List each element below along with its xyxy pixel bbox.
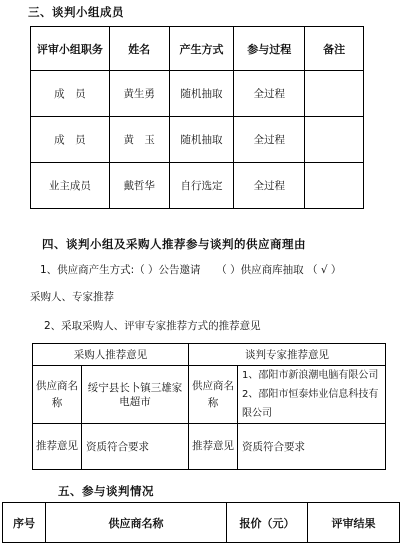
header-supplier: 供应商名称 [46,503,227,543]
purchaser-opinion-header: 采购人推荐意见 [33,344,189,366]
supplier-label-a: 供应商名称 [33,366,82,424]
supplier-method-line-cont: 采购人、专家推荐 [30,291,114,303]
supplier-a: 绥宁县长卜镇三雄家电超市 [82,366,189,424]
cell-method: 随机抽取 [169,117,234,163]
section5-heading: 五、参与谈判情况 [58,484,154,498]
supplier-label-b: 供应商名称 [189,366,238,424]
header-name: 姓名 [109,27,169,71]
section3-heading: 三、谈判小组成员 [28,5,124,19]
cell-role: 成 员 [31,117,110,163]
cell-notes [305,163,364,209]
header-role: 评审小组职务 [31,27,110,71]
recommendation-header-row [33,344,386,366]
cell-name: 黄生勇 [109,71,169,117]
supplier-b [238,366,386,424]
supplier-method-line: 1、供应商产生方式:（ ）公告邀请 （ ）供应商库抽取 （ √ ） [40,264,342,276]
table-row [31,71,364,117]
supplier-b-item: 1、邵阳市新浪潮电脑有限公司 [242,370,379,381]
section4-heading: 四、谈判小组及采购人推荐参与谈判的供应商理由 [42,237,306,251]
table-row [33,366,386,424]
cell-notes [305,117,364,163]
cell-process: 全过程 [234,117,305,163]
table-row [33,424,386,470]
cell-method: 随机抽取 [169,71,234,117]
opinion-label-b: 推荐意见 [189,424,238,470]
recommendation-table [32,343,386,470]
opinion-b: 资质符合要求 [238,424,386,470]
opinion-a: 资质符合要求 [82,424,189,470]
supplier-b-item: 2、邵阳市恒泰炜业信息科技有限公司 [242,389,379,419]
cell-role: 业主成员 [31,163,110,209]
header-price: 报价（元） [227,503,308,543]
cell-method: 自行选定 [169,163,234,209]
recommendation-line: 2、采取采购人、评审专家推荐方式的推荐意见 [44,320,261,332]
expert-opinion-header: 谈判专家推荐意见 [189,344,386,366]
members-header-row [31,27,364,71]
table-row [31,117,364,163]
table-row [31,163,364,209]
header-seq: 序号 [3,503,46,543]
cell-role: 成 员 [31,71,110,117]
cell-process: 全过程 [234,71,305,117]
negotiation-header-row [3,503,400,543]
header-process: 参与过程 [234,27,305,71]
cell-name: 戴哲华 [109,163,169,209]
cell-process: 全过程 [234,163,305,209]
members-table [30,26,364,209]
header-result: 评审结果 [308,503,400,543]
negotiation-table [2,502,400,543]
header-method: 产生方式 [169,27,234,71]
cell-notes [305,71,364,117]
cell-name: 黄 玉 [109,117,169,163]
opinion-label-a: 推荐意见 [33,424,82,470]
header-notes: 备注 [305,27,364,71]
